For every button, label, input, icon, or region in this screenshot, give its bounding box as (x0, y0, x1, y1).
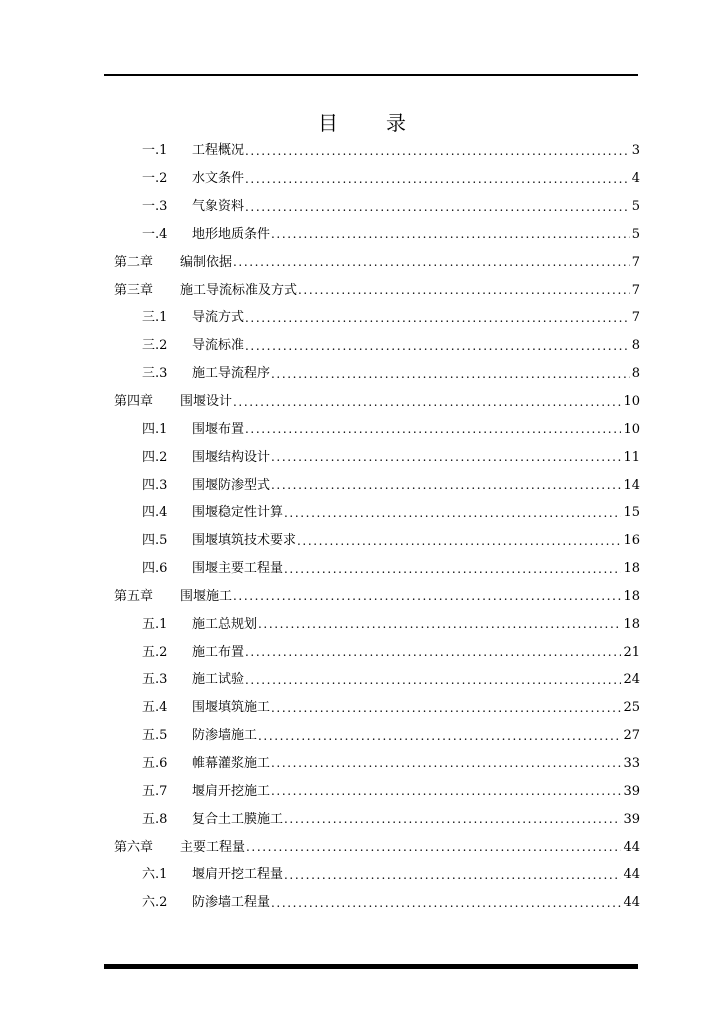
toc-entry[interactable] (114, 583, 640, 611)
toc-entry-page: 39 (623, 811, 640, 827)
toc-entry-title: 气象资料 (192, 199, 245, 215)
toc-dot-leader (271, 451, 621, 463)
toc-entry-number: 四.1 (142, 421, 168, 437)
toc-title (0, 107, 724, 136)
toc-dot-leader (284, 869, 621, 881)
toc-entry-number: 五.7 (142, 783, 168, 799)
toc-dot-leader (245, 340, 630, 352)
toc-entry-page: 18 (623, 561, 640, 577)
toc-entry-page: 44 (623, 839, 640, 855)
toc-entry-number: 一.4 (142, 226, 168, 242)
toc-dot-leader (271, 785, 621, 797)
toc-dot-leader (298, 284, 630, 296)
toc-entry-number: 四.5 (142, 533, 168, 549)
toc-entry-number: 一.1 (142, 143, 168, 159)
toc-entry-number: 五.1 (142, 616, 168, 632)
toc-entry-page: 8 (631, 366, 640, 382)
toc-entry-title: 围堰施工 (180, 588, 233, 604)
toc-entry-number: 第三章 (114, 282, 154, 298)
toc-dot-leader (245, 646, 621, 658)
toc-entry-title: 编制依据 (180, 254, 233, 270)
toc-entry-title: 围堰稳定性计算 (192, 505, 284, 521)
toc-entry[interactable] (114, 833, 640, 861)
toc-entry[interactable] (114, 332, 640, 360)
toc-entry-title: 围堰布置 (192, 421, 245, 437)
toc-entry-number: 四.2 (142, 449, 168, 465)
toc-entry-title: 防渗墙工程量 (192, 895, 271, 911)
footer-rule (104, 964, 638, 969)
toc-dot-leader (297, 535, 621, 547)
toc-entry-page: 16 (623, 533, 640, 549)
toc-entry-page: 5 (631, 226, 640, 242)
toc-entry[interactable] (114, 638, 640, 666)
toc-entry-page: 7 (631, 310, 640, 326)
toc-dot-leader (284, 563, 621, 575)
toc-entry-page: 27 (623, 728, 640, 744)
toc-entry[interactable] (114, 276, 640, 304)
toc-dot-leader (258, 730, 621, 742)
toc-dot-leader (245, 423, 621, 435)
toc-entry-page: 15 (623, 505, 640, 521)
toc-entry-page: 10 (623, 421, 640, 437)
toc-entry-title: 施工总规划 (192, 616, 258, 632)
toc-entry-page: 21 (623, 644, 640, 660)
toc-entry-number: 一.2 (142, 171, 168, 187)
toc-entry-page: 11 (623, 449, 640, 465)
toc-entry-page: 44 (623, 895, 640, 911)
toc-entry[interactable] (114, 304, 640, 332)
toc-entry-number: 四.6 (142, 561, 168, 577)
toc-dot-leader (271, 368, 630, 380)
toc-entry[interactable] (114, 499, 640, 527)
toc-title-part1: 目 (318, 111, 338, 135)
toc-entry-number: 五.2 (142, 644, 168, 660)
toc-entry[interactable] (114, 805, 640, 833)
toc-dot-leader (245, 173, 630, 185)
toc-entry-title: 复合土工膜施工 (192, 811, 284, 827)
toc-entry-page: 33 (623, 755, 640, 771)
toc-entry-title: 施工导流标准及方式 (180, 282, 298, 298)
toc-entry-page: 4 (631, 171, 640, 187)
toc-dot-leader (271, 702, 621, 714)
toc-entry[interactable] (114, 221, 640, 249)
toc-entry-number: 第五章 (114, 588, 154, 604)
toc-entry[interactable] (114, 360, 640, 388)
toc-entry-title: 主要工程量 (180, 839, 246, 855)
toc-entry-page: 25 (623, 700, 640, 716)
toc-entry-number: 第四章 (114, 394, 154, 410)
toc-entry[interactable] (114, 248, 640, 276)
toc-entry-title: 围堰结构设计 (192, 449, 271, 465)
toc-entry-title: 工程概况 (192, 143, 245, 159)
toc-entry-page: 24 (623, 672, 640, 688)
toc-entry-title: 围堰填筑施工 (192, 700, 271, 716)
toc-dot-leader (271, 897, 621, 909)
toc-entry-page: 44 (623, 867, 640, 883)
toc-entry-title: 帷幕灌浆施工 (192, 755, 271, 771)
toc-dot-leader (245, 312, 630, 324)
toc-entry[interactable] (114, 889, 640, 917)
toc-entry-number: 三.1 (142, 310, 168, 326)
toc-dot-leader (245, 145, 630, 157)
toc-entry-title: 导流标准 (192, 338, 245, 354)
toc-entry-number: 三.3 (142, 366, 168, 382)
toc-entry-number: 五.6 (142, 755, 168, 771)
toc-dot-leader (271, 228, 630, 240)
toc-entry-title: 地形地质条件 (192, 226, 271, 242)
toc-entry-page: 7 (631, 254, 640, 270)
toc-entry[interactable] (114, 610, 640, 638)
toc-entry-number: 五.4 (142, 700, 168, 716)
toc-entry[interactable] (114, 415, 640, 443)
toc-dot-leader (233, 256, 630, 268)
toc-entry-title: 施工试验 (192, 672, 245, 688)
toc-entry-number: 第二章 (114, 254, 154, 270)
toc-entry-page: 10 (623, 394, 640, 410)
toc-entry-page: 39 (623, 783, 640, 799)
toc-entry[interactable] (114, 694, 640, 722)
header-rule (104, 74, 638, 76)
toc-entry-number: 一.3 (142, 199, 168, 215)
toc-entry-page: 3 (631, 143, 640, 159)
toc-entry-page: 7 (631, 282, 640, 298)
table-of-contents (114, 137, 640, 917)
toc-entry-number: 五.8 (142, 811, 168, 827)
toc-entry-number: 五.3 (142, 672, 168, 688)
toc-entry[interactable] (114, 443, 640, 471)
toc-dot-leader (233, 396, 621, 408)
toc-dot-leader (258, 618, 621, 630)
toc-title-part2: 录 (386, 111, 406, 135)
toc-entry-title: 施工布置 (192, 644, 245, 660)
toc-entry-number: 三.2 (142, 338, 168, 354)
toc-entry-title: 围堰主要工程量 (192, 561, 284, 577)
toc-entry[interactable] (114, 193, 640, 221)
toc-dot-leader (245, 201, 630, 213)
toc-entry[interactable] (114, 137, 640, 165)
toc-dot-leader (245, 674, 621, 686)
toc-entry-page: 18 (623, 588, 640, 604)
toc-entry[interactable] (114, 861, 640, 889)
toc-entry[interactable] (114, 777, 640, 805)
toc-dot-leader (271, 757, 621, 769)
toc-entry-title: 围堰设计 (180, 394, 233, 410)
toc-entry-number: 第六章 (114, 839, 154, 855)
toc-entry-title: 堰肩开挖工程量 (192, 867, 284, 883)
toc-entry-number: 六.2 (142, 895, 168, 911)
toc-entry-title: 堰肩开挖施工 (192, 783, 271, 799)
toc-entry-number: 四.4 (142, 505, 168, 521)
toc-entry-page: 5 (631, 199, 640, 215)
toc-entry-page: 8 (631, 338, 640, 354)
toc-entry[interactable] (114, 165, 640, 193)
toc-entry-title: 围堰防渗型式 (192, 477, 271, 493)
toc-dot-leader (271, 479, 621, 491)
toc-entry[interactable] (114, 750, 640, 778)
toc-dot-leader (284, 813, 621, 825)
toc-entry-number: 五.5 (142, 728, 168, 744)
toc-entry-page: 18 (623, 616, 640, 632)
toc-entry-title: 防渗墙施工 (192, 728, 258, 744)
toc-entry-title: 导流方式 (192, 310, 245, 326)
toc-dot-leader (284, 507, 621, 519)
toc-entry-number: 四.3 (142, 477, 168, 493)
toc-entry-title: 围堰填筑技术要求 (192, 533, 297, 549)
toc-entry[interactable] (114, 722, 640, 750)
toc-entry-title: 施工导流程序 (192, 366, 271, 382)
toc-entry-page: 14 (623, 477, 640, 493)
toc-entry-title: 水文条件 (192, 171, 245, 187)
toc-entry[interactable] (114, 666, 640, 694)
toc-entry[interactable] (114, 527, 640, 555)
toc-dot-leader (233, 590, 621, 602)
toc-dot-leader (246, 841, 621, 853)
toc-entry[interactable] (114, 555, 640, 583)
toc-entry[interactable] (114, 388, 640, 416)
toc-entry-number: 六.1 (142, 867, 168, 883)
toc-entry[interactable] (114, 471, 640, 499)
